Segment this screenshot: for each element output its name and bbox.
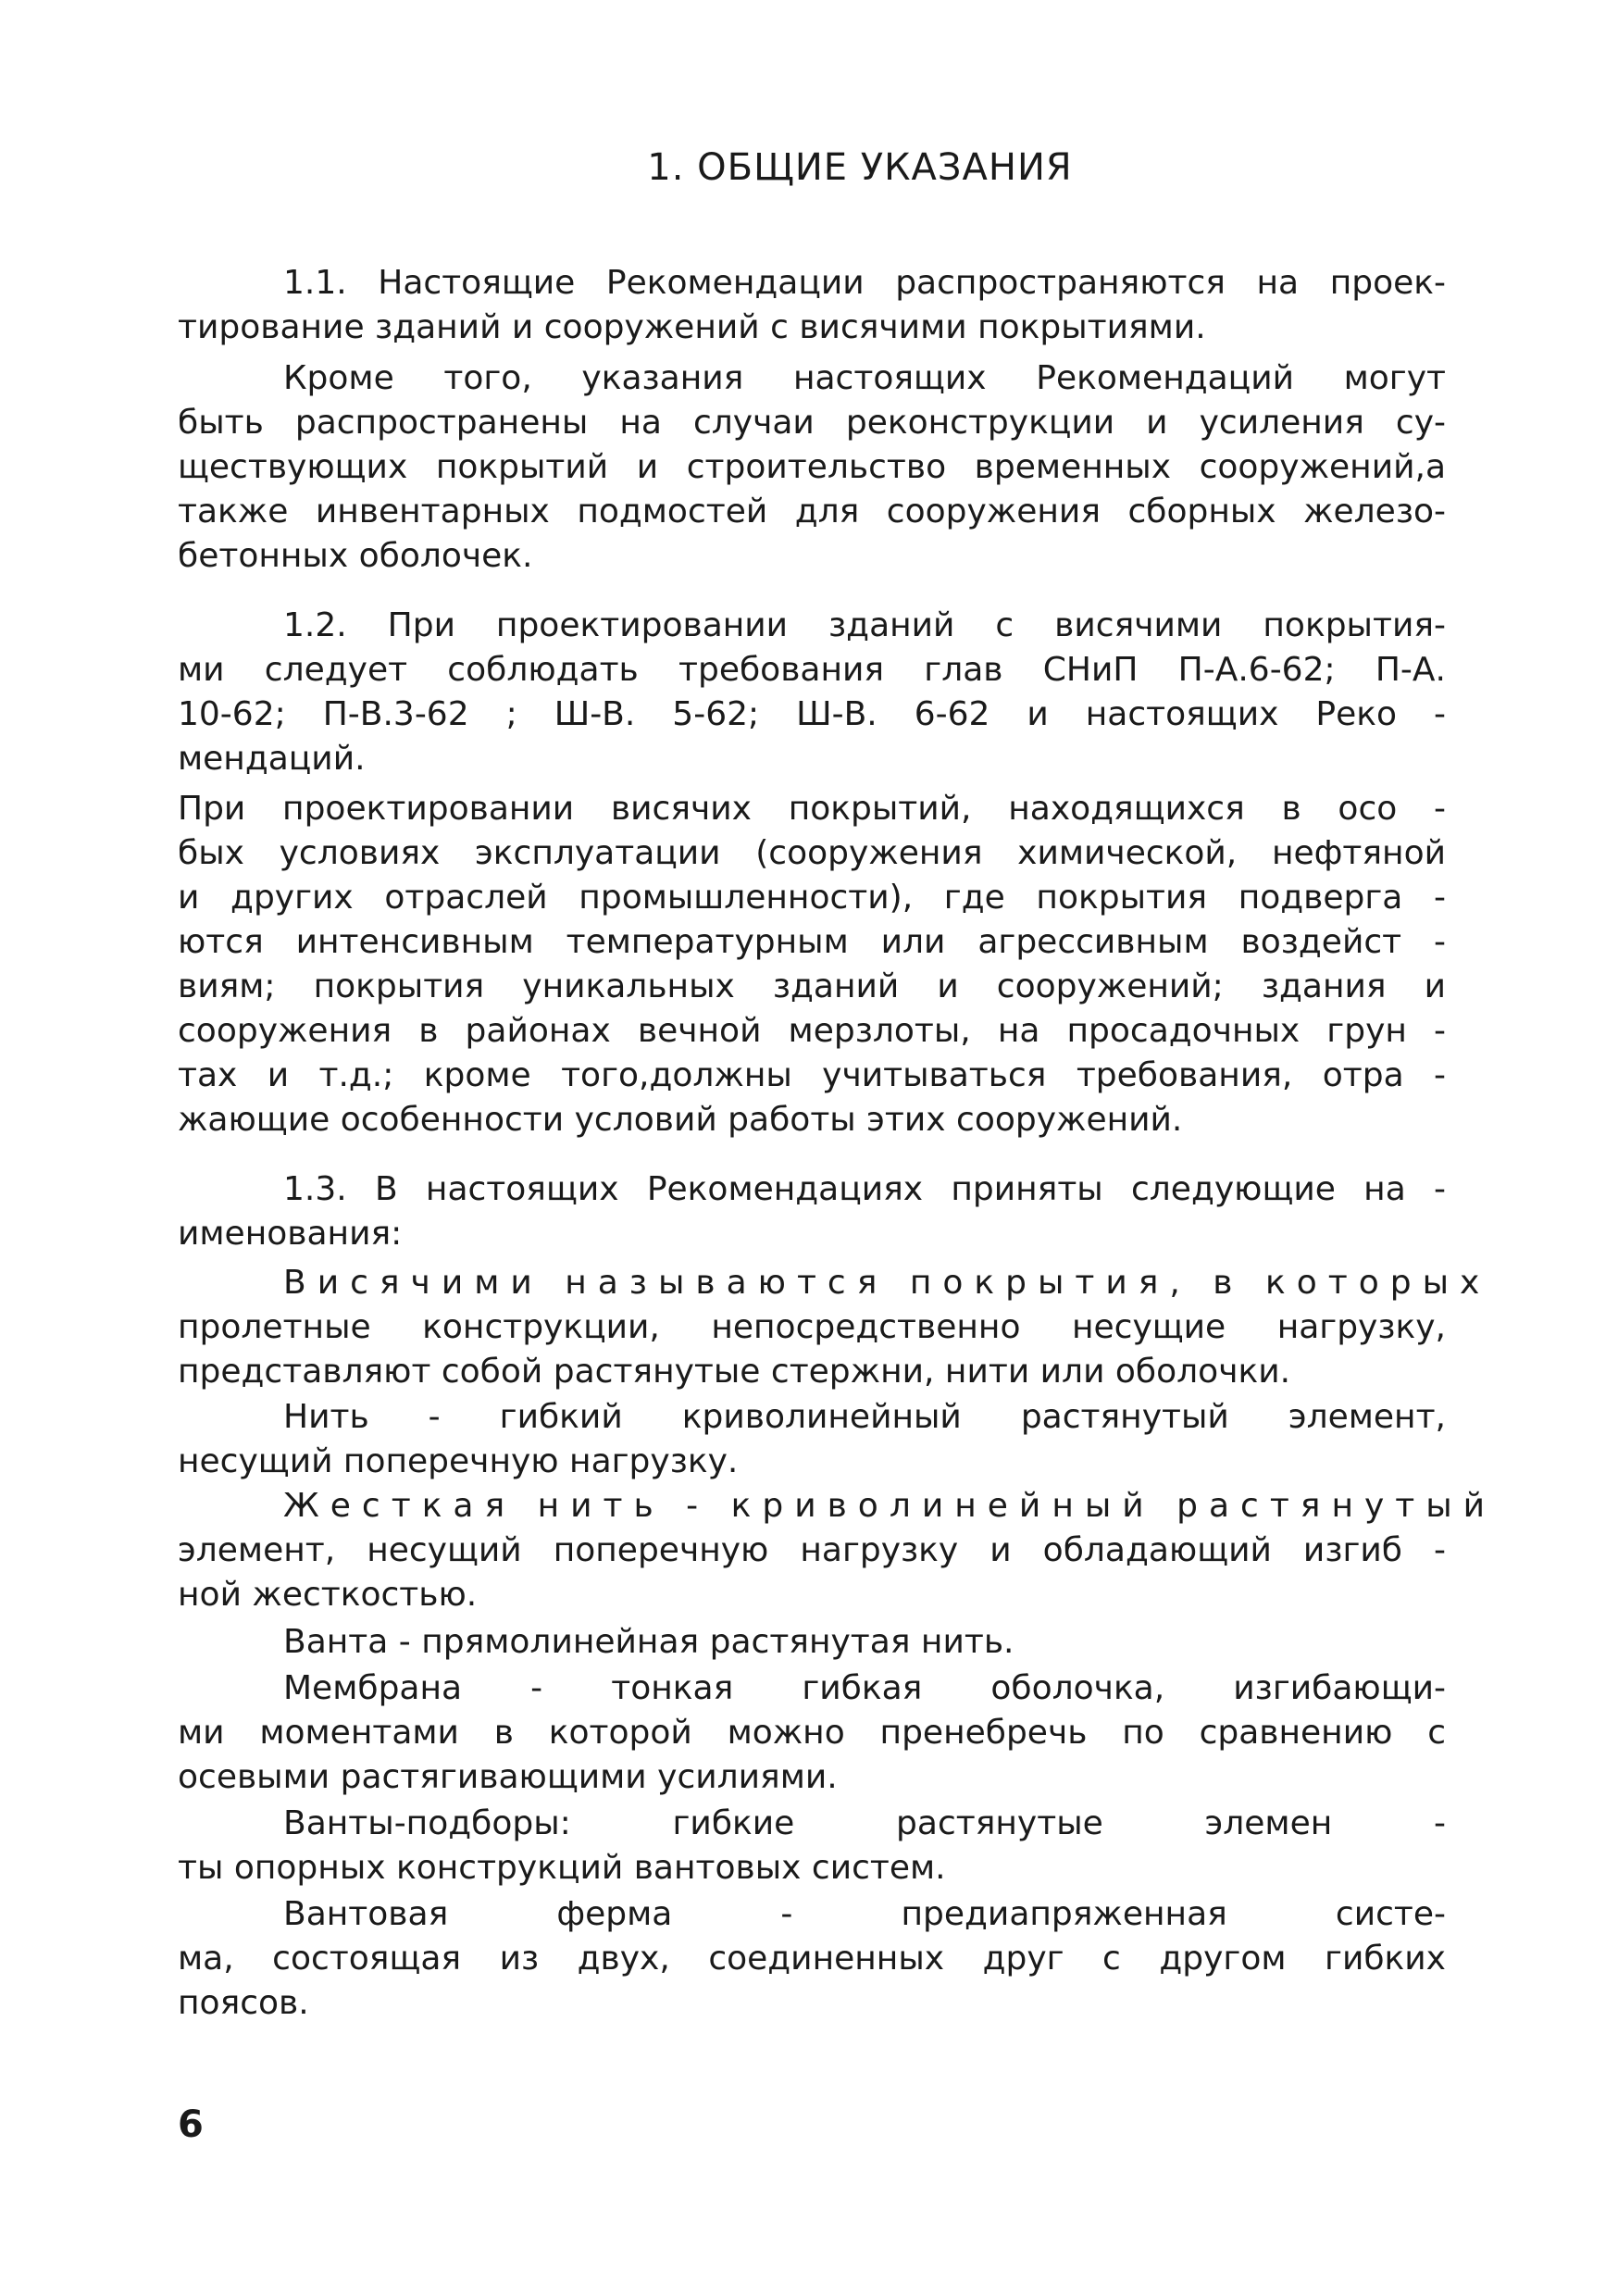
text-line: несущий поперечную нагрузку. [178,1442,739,1480]
text-line: ма, состоящая из двух, соединенных друг с другом гибких [178,1940,1446,1978]
text-line: Кроме того, указания настоящих Рекомендаций могут [283,359,1446,397]
term-line: Вантовая ферма - предиапряженная систе- [283,1895,1446,1933]
text-line: При проектировании висячих покрытий, находящихся в осо - [178,790,1446,828]
text-line: также инвентарных подмостей для сооружения сборных железо- [178,493,1446,530]
text-line: представляют собой растянутые стержни, нити или оболочки. [178,1353,1291,1391]
text-line: именования: [178,1215,403,1253]
text-line: 10-62; П-В.3-62 ; Ш-В. 5-62; Ш-В. 6-62 и настоящих Реко - [178,695,1446,733]
text-line: ми моментами в которой можно пренебречь по сравнению с [178,1714,1446,1752]
term-line: Нить - гибкий криволинейный растянутый элемент, [283,1398,1446,1436]
text-line: осевыми растягивающими усилиями. [178,1758,838,1796]
term-line: Ванта - прямолинейная растянутая нить. [283,1623,1014,1661]
text-line: ми следует соблюдать требования глав СНиП П-А.6-62; П-А. [178,651,1446,689]
term-line: Жесткая нить - криволинейный растянутый [283,1487,1497,1525]
text-line: мендаций. [178,740,366,778]
text-line: тирование зданий и сооружений с висячими покрытиями. [178,308,1206,346]
term-line: Висячими называются покрытия, в которых [283,1264,1491,1302]
text-line: и других отраслей промышленности), где покрытия подверга - [178,879,1446,917]
text-line: ются интенсивным температурным или агрессивным воздейст - [178,923,1446,961]
page-number: 6 [178,2103,204,2146]
term-line: Мембрана - тонкая гибкая оболочка, изгибающи- [283,1669,1446,1707]
text-line: бетонных оболочек. [178,537,533,575]
text-line: сооружения в районах вечной мерзлоты, на просадочных грун - [178,1012,1446,1050]
text-line: ной жесткостью. [178,1576,478,1614]
text-line: ты опорных конструкций вантовых систем. [178,1849,946,1887]
text-line: быть распространены на случаи реконструкции и усиления су- [178,404,1446,442]
text-line: бых условиях эксплуатации (сооружения химической, нефтяной [178,834,1446,872]
text-line: ществующих покрытий и строительство временных сооружений,а [178,448,1446,486]
text-line: тах и т.д.; кроме того,должны учитываться требования, отра - [178,1056,1446,1094]
term-line: Ванты-подборы: гибкие растянутые элемен - [283,1804,1446,1842]
text-line: 1.1. Настоящие Рекомендации распространяются на проек- [283,264,1446,302]
text-line: элемент, несущий поперечную нагрузку и обладающий изгиб - [178,1531,1446,1569]
text-line: пролетные конструкции, непосредственно несущие нагрузку, [178,1308,1446,1346]
text-line: жающие особенности условий работы этих сооружений. [178,1101,1183,1139]
text-line: 1.3. В настоящих Рекомендациях приняты следующие на - [283,1170,1446,1208]
section-heading: 1. ОБЩИЕ УКАЗАНИЯ [647,146,1073,189]
text-line: поясов. [178,1984,309,2022]
text-line: виям; покрытия уникальных зданий и сооружений; здания и [178,967,1446,1005]
text-line: 1.2. При проектировании зданий с висячими покрытия- [283,606,1446,644]
